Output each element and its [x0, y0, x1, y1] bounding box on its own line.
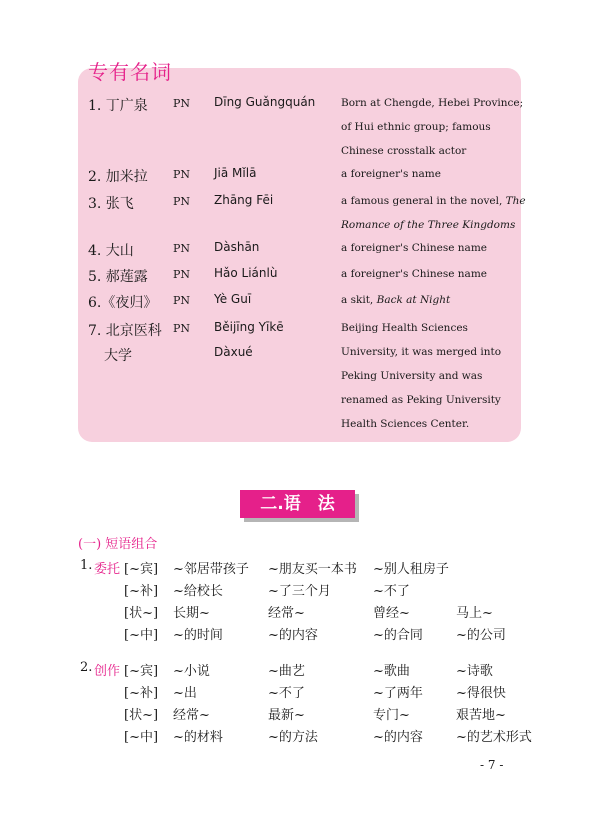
phrase-cell: 最新~	[268, 708, 305, 723]
vocab-english: a foreigner's Chinese name	[341, 242, 487, 254]
group-headword: 创作	[94, 664, 121, 679]
phrase-cell: ~不了	[373, 584, 410, 599]
vocab-pos: PN	[173, 322, 191, 335]
vocab-pinyin: Dīng Guǎngquán	[214, 95, 316, 109]
phrase-cell: ~了两年	[373, 686, 423, 701]
group-number: 2.	[80, 660, 93, 675]
group-number: 1.	[80, 558, 93, 573]
pattern-label: [~宾]	[124, 664, 159, 679]
phrase-cell: ~的材料	[173, 730, 223, 745]
pattern-label: [状~]	[124, 708, 159, 723]
pattern-label: [~补]	[124, 686, 159, 701]
vocab-english: of Hui ethnic group; famous	[341, 121, 491, 133]
page-number: - 7 -	[480, 758, 504, 772]
group-headword: 委托	[94, 562, 121, 577]
vocab-hanzi: 1. 丁广泉	[88, 98, 148, 114]
pattern-label: [~中]	[124, 628, 159, 643]
phrase-cell: ~的内容	[268, 628, 318, 643]
grammar-banner: 二.语 法	[240, 490, 355, 518]
pattern-label: [~宾]	[124, 562, 159, 577]
vocab-hanzi: 7. 北京医科	[88, 323, 162, 339]
vocab-english: a skit, Back at Night	[341, 294, 451, 306]
vocab-english-italic: The	[502, 195, 526, 207]
vocab-english: a foreigner's Chinese name	[341, 268, 487, 280]
vocab-pinyin: Hǎo Liánlù	[214, 266, 278, 280]
phrase-cell: 经常~	[268, 606, 305, 621]
vocab-pinyin: Běijīng Yīkē	[214, 320, 284, 334]
vocab-pinyin: Yè Guī	[214, 292, 252, 306]
vocab-hanzi: 大学	[104, 348, 132, 364]
phrase-cell: 专门~	[373, 708, 410, 723]
phrase-cell: ~小说	[173, 664, 210, 679]
vocab-pos: PN	[173, 97, 191, 110]
phrase-cell: 艰苦地~	[456, 708, 506, 723]
phrase-cell: ~的合同	[373, 628, 423, 643]
vocab-pos: PN	[173, 268, 191, 281]
phrase-cell: ~歌曲	[373, 664, 410, 679]
vocab-hanzi: 2. 加米拉	[88, 169, 148, 185]
phrase-cell: ~别人租房子	[373, 562, 449, 577]
vocab-english: Health Sciences Center.	[341, 418, 470, 430]
vocab-english: Romance of the Three Kingdoms	[341, 219, 516, 231]
vocab-pos: PN	[173, 294, 191, 307]
vocab-pos: PN	[173, 195, 191, 208]
phrase-cell: ~诗歌	[456, 664, 493, 679]
vocab-english: a foreigner's name	[341, 168, 441, 180]
phrase-cell: ~的内容	[373, 730, 423, 745]
vocab-pinyin: Dàshān	[214, 240, 260, 254]
vocab-english: Beijing Health Sciences	[341, 322, 468, 334]
vocab-hanzi: 4. 大山	[88, 243, 134, 259]
phrase-cell: 马上~	[456, 606, 493, 621]
section-subtitle: (一) 短语组合	[78, 537, 158, 552]
phrase-cell: ~邻居带孩子	[173, 562, 249, 577]
pattern-label: [~中]	[124, 730, 159, 745]
phrase-cell: 经常~	[173, 708, 210, 723]
phrase-cell: ~朋友买一本书	[268, 562, 357, 577]
phrase-cell: ~了三个月	[268, 584, 331, 599]
vocab-hanzi: 3. 张飞	[88, 196, 134, 212]
phrase-cell: ~曲艺	[268, 664, 305, 679]
vocab-pos: PN	[173, 168, 191, 181]
vocab-english: Chinese crosstalk actor	[341, 145, 467, 157]
phrase-cell: ~的时间	[173, 628, 223, 643]
phrase-cell: ~给校长	[173, 584, 223, 599]
phrase-cell: ~出	[173, 686, 197, 701]
pattern-label: [~补]	[124, 584, 159, 599]
phrase-cell: 曾经~	[373, 606, 410, 621]
vocab-heading: 专有名词	[88, 60, 172, 84]
vocab-english-italic: Back at Night	[373, 294, 451, 306]
vocab-english: Peking University and was	[341, 370, 483, 382]
phrase-cell: ~的方法	[268, 730, 318, 745]
phrase-cell: 长期~	[173, 606, 210, 621]
vocab-pinyin: Dàxué	[214, 345, 253, 359]
vocab-pos: PN	[173, 242, 191, 255]
vocab-hanzi: 6.《夜归》	[88, 295, 158, 311]
phrase-cell: ~得很快	[456, 686, 506, 701]
vocab-pinyin: Zhāng Fēi	[214, 193, 274, 207]
vocab-pinyin: Jiā Mǐlā	[214, 166, 257, 180]
vocab-english: University, it was merged into	[341, 346, 502, 358]
vocab-hanzi: 5. 郝莲露	[88, 269, 148, 285]
vocab-english: a famous general in the novel, The	[341, 195, 526, 207]
vocab-english: renamed as Peking University	[341, 394, 501, 406]
phrase-cell: ~不了	[268, 686, 305, 701]
pattern-label: [状~]	[124, 606, 159, 621]
phrase-cell: ~的艺术形式	[456, 730, 532, 745]
phrase-cell: ~的公司	[456, 628, 506, 643]
vocab-english: Born at Chengde, Hebei Province;	[341, 97, 524, 109]
